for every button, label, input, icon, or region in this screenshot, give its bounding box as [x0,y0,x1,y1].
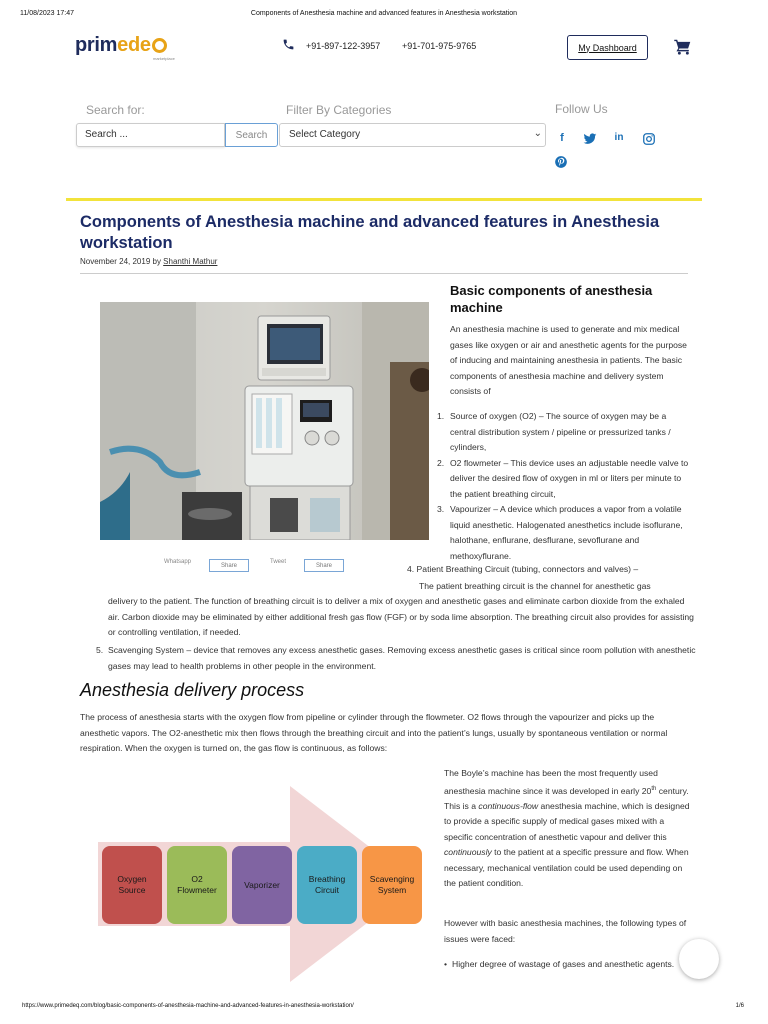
category-select-value: Select Category [289,129,361,140]
pinterest-icon[interactable] [554,155,568,169]
flow-box-label: Source [118,885,146,895]
flow-box-label: Oxygen [117,874,147,884]
article-title: Components of Anesthesia machine and advanced features in Anesthesia workstation [80,213,660,252]
category-select[interactable] [279,123,546,147]
twitter-icon[interactable] [583,132,597,146]
site-logo[interactable] [75,34,195,64]
list-item-4-heading: 4. Patient Breathing Circuit (tubing, connectors and valves) – [407,564,639,574]
whatsapp-label: Whatsapp [164,559,192,565]
flow-box-label: O2 [191,874,203,884]
instagram-icon[interactable] [642,132,656,146]
list-item: 1. Source of oxygen (O2) – The source of oxygen may be a central distribution system / pipeline or pressurized tanks / cylinders, [437,411,671,452]
delivery-process-heading: Anesthesia delivery process [80,680,305,700]
basic-components-intro: An anesthesia machine is used to generate and mix medical gases like oxygen or air and anesthetic agents for the purpose of inducing and maintaining anesthesia in patients. The basic components of anesthesia machine and delivery system consists of [450,324,687,396]
yellow-divider [66,198,702,201]
list-item: 3. Vapourizer – A device which produces a vapor from a volatile liquid anesthetic. Halogenated anesthetics include isoflurane, halothane, enflurane, desflurane, sevoflurane and methoxyflurane. [437,504,683,561]
facebook-icon[interactable]: f [560,132,564,144]
search-input[interactable]: Search ... [76,123,225,147]
list-item-4-body: delivery to the patient. The function of breathing circuit is to deliver a mix of oxygen and anesthetic gases and eliminate carbon dioxide from the exhaled air. Carbon dioxide may be eliminated by either additional fresh gas flow (FGF) or by soda lime absorption. The breathing circuit also provides for assisting or controlling ventilation, if needed. [108,596,694,637]
list-item-5: 5. Scavenging System – device that removes any excess anesthetic gases. Removing excess anesthetic gases is critical since room pollution with anesthetic gases may lead to health problems in other people in the environment. [96,645,696,671]
chevron-down-icon: ⌄ [533,128,542,139]
basic-components-heading: Basic components of anesthesia machine [450,283,653,315]
print-page-number: 1/6 [735,1003,744,1009]
print-page-title: Components of Anesthesia machine and advanced features in Anesthesia workstation [250,10,518,17]
cart-icon[interactable] [674,39,692,55]
floating-chat-button[interactable] [679,939,719,979]
phone-icon [282,38,295,51]
author-link[interactable]: Shanthi Mathur [163,257,218,266]
list-item: 2. O2 flowmeter – This device uses an adjustable needle valve to deliver the desired flow of oxygen in ml or liters per minute to the patient breathing circuit, [437,457,689,499]
phone-number-2[interactable]: +91-701-975-9765 [402,41,477,51]
print-timestamp: 11/08/2023 17:47 [20,10,74,17]
my-dashboard-button[interactable]: My Dashboard [567,35,648,60]
phone-number-1[interactable]: +91-897-122-3957 [306,41,381,51]
print-header [0,10,768,22]
logo-text-b: ede [117,34,151,56]
logo-tagline: marketplace [153,56,175,61]
search-label: Search for: [86,103,145,117]
print-url: https://www.primedeq.com/blog/basic-components-of-anesthesia-machine-and-advanced-features-in-anesthesia-workstation/ [22,1003,354,1009]
tweet-label: Tweet [270,559,287,565]
flow-box-label: Scavenging [369,874,415,884]
flow-box-label: Flowmeter [177,885,217,895]
filter-label: Filter By Categories [286,103,392,117]
gas-flow-diagram [98,784,428,984]
twitter-share-button[interactable]: Share [304,559,344,572]
article-date: November 24, 2019 by [80,257,164,266]
components-list [437,409,693,564]
logo-text-a: prim [75,34,118,56]
linkedin-icon[interactable]: in [614,132,624,143]
flow-box-label: Breathing [308,874,346,884]
logo-q-mark [152,38,167,53]
issues-intro: However with basic anesthesia machines, the following types of issues were faced: [444,918,687,944]
flow-box-label: System [377,885,407,895]
article-meta [80,257,217,266]
delivery-process-paragraph: The process of anesthesia starts with the oxygen flow from pipeline or cylinder through the flowmeter. O2 flows through the vapourizer and picks up the anesthetic vapors. The O2-anesthetic mix then flows through the breathing circuit and into the patient’s lungs, usually by spontaneous ventilation or normal respiration. When the oxygen is turned on, the gas flow is continuous, as follows: [80,712,668,753]
follow-label: Follow Us [555,102,608,116]
flow-box-label: Vaporizer [244,880,280,890]
list-item-4-line1: The patient breathing circuit is the channel for anesthetic gas [419,581,651,591]
issues-bullet-text: • Higher degree of wastage of gases and anesthetic agents. [444,959,675,969]
search-button[interactable]: Search [225,123,278,147]
whatsapp-share-button[interactable]: Share [209,559,249,572]
anesthesia-machine-photo [100,302,429,540]
flow-box-label: Circuit [314,885,340,895]
meta-divider [80,273,688,274]
print-footer [0,1003,768,1015]
boyles-machine-paragraph: The Boyle’s machine has been the most frequently used anesthesia machine since it was developed in early 20th century. This is a continuous-flow anesthesia machine, which is designed to provide a specific supply of medical gases mixed with a specific concentration of anesthetic vapour and deliver this continuously to the patient at a specific pressure and flow. When necessary, mechanical ventilation could be used depending on the patient condition. [444,768,690,889]
